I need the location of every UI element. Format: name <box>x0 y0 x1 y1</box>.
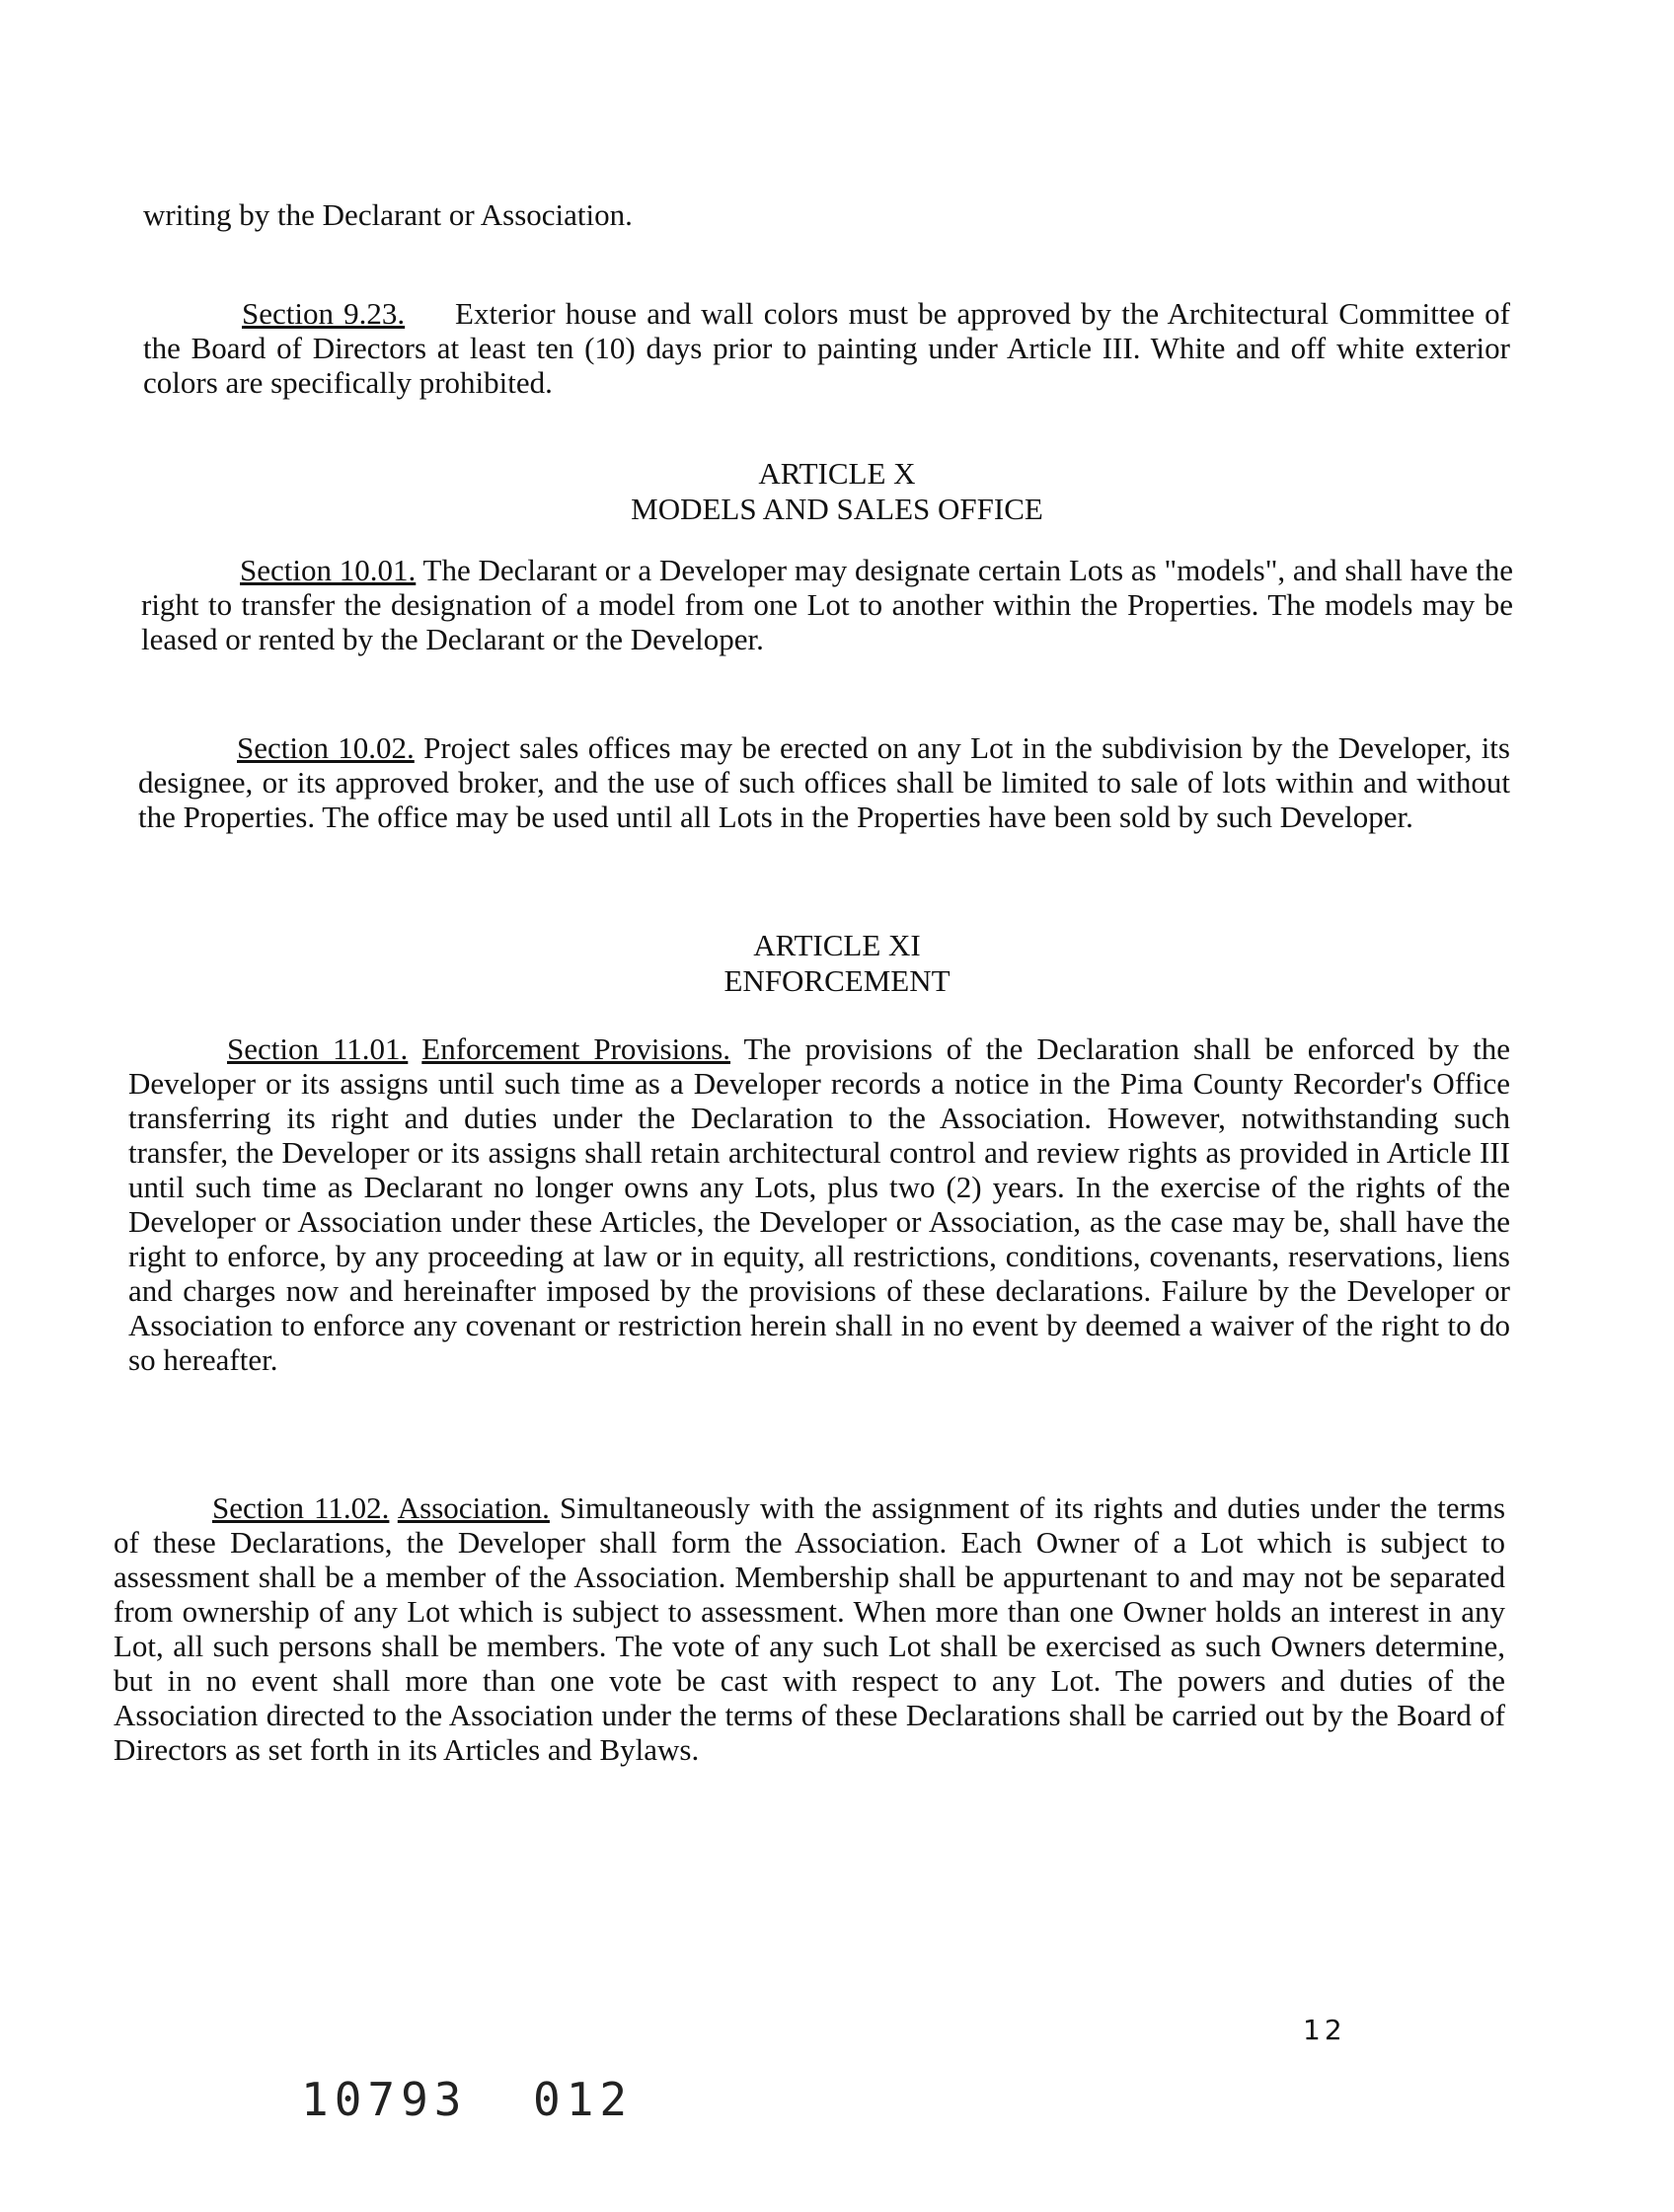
article-xi-title: ENFORCEMENT <box>723 963 951 998</box>
section-10-02-label: Section 10.02. <box>237 730 415 765</box>
section-11-01 <box>128 1031 1510 1377</box>
recorder-book-number: 10793 <box>301 2073 468 2126</box>
continuation-fragment: writing by the Declarant or Association. <box>143 197 633 232</box>
section-10-02 <box>138 730 1510 834</box>
article-xi-heading <box>0 928 1674 999</box>
section-11-02-heading: Association. <box>397 1490 550 1525</box>
section-11-01-heading: Enforcement Provisions. <box>421 1031 731 1066</box>
section-10-01 <box>141 553 1513 656</box>
section-11-01-label: Section 11.01. <box>227 1031 409 1066</box>
section-11-02-text: Simultaneously with the assignment of its rights and duties under the terms of these Declarations, the Developer shall form the Association. Each Owner of a Lot which is subject to assessment shall be a member of the Association. Membership shall be appurtenant to and may not be separated from ownership of any Lot which is subject to assessment. When more than one Owner holds an interest in any Lot, all such persons shall be members. The vote of any such Lot shall be exercised as such Owners determine, but in no event shall more than one vote be cast with respect to any Lot. The powers and duties of the Association directed to the Association under the terms of these Declarations shall be carried out by the Board of Directors as set forth in its Articles and Bylaws. <box>114 1490 1506 1767</box>
section-9-23-label: Section 9.23. <box>242 296 406 331</box>
page-number: 12 <box>1303 2014 1346 2046</box>
section-10-01-label: Section 10.01. <box>240 553 417 587</box>
section-11-02-label: Section 11.02. <box>212 1490 390 1525</box>
section-9-23 <box>143 296 1510 400</box>
article-xi-number: ARTICLE XI <box>753 928 921 962</box>
article-x-title: MODELS AND SALES OFFICE <box>631 492 1043 526</box>
recorder-page-number: 012 <box>533 2073 634 2126</box>
section-10-02-text: Project sales offices may be erected on any Lot in the subdivision by the Developer, its designee, or its approved broker, and the use of such offices shall be limited to sale of lots within and without the Properties. The office may be used until all Lots in the Properties have been sold by such Developer. <box>138 730 1510 834</box>
section-11-01-text: The provisions of the Declaration shall be enforced by the Developer or its assigns until such time as a Developer records a notice in the Pima County Recorder's Office transferring its right and duties under the Declaration to the Association. However, notwithstanding such transfer, the Developer or its assigns shall retain architectural control and review rights as provided in Article III until such time as Declarant no longer owns any Lots, plus two (2) years. In the exercise of the rights of the Developer or Association under these Articles, the Developer or Association, as the case may be, shall have the right to enforce, by any proceeding at law or in equity, all restrictions, conditions, covenants, reservations, liens and charges now and hereinafter imposed by the provisions of these declarations. Failure by the Developer or Association to enforce any covenant or restriction herein shall in no event by deemed a waiver of the right to do so hereafter. <box>128 1031 1510 1377</box>
article-x-heading <box>0 456 1674 527</box>
article-x-number: ARTICLE X <box>758 456 916 491</box>
section-11-02 <box>114 1490 1505 1767</box>
section-10-01-text: The Declarant or a Developer may designate certain Lots as "models", and shall have the right to transfer the designation of a model from one Lot to another within the Properties. The models may be leased or rented by the Declarant or the Developer. <box>141 553 1513 656</box>
section-9-23-text: Exterior house and wall colors must be approved by the Architectural Committee of the Board of Directors at least ten (10) days prior to painting under Article III. White and off white exterior colors are specifically prohibited. <box>143 296 1510 400</box>
